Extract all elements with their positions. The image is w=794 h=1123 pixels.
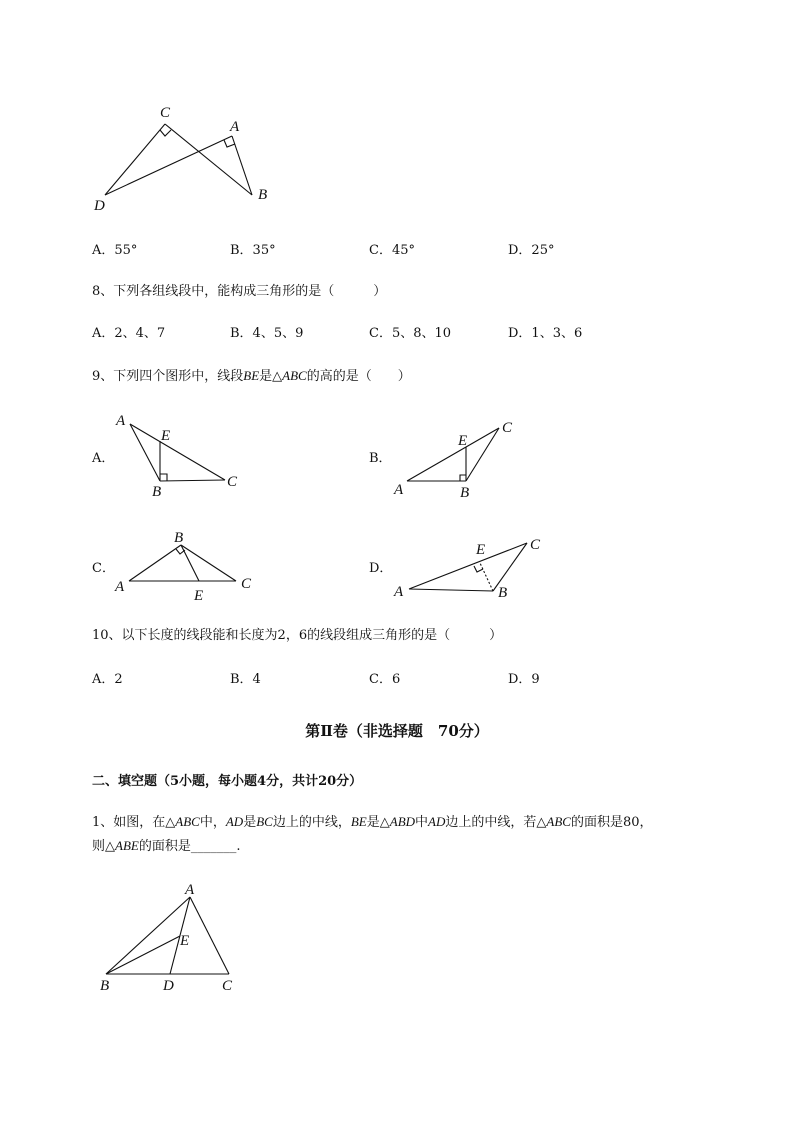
segment-be-dashed [480, 563, 493, 591]
fill1-var: ABC [546, 814, 571, 829]
part2-title: 第Ⅱ卷（非选择题 70分） [305, 722, 489, 740]
q9-option-c-letter: C． [92, 561, 115, 576]
label-e: E [194, 588, 204, 604]
q7-option-a: A．55° [92, 243, 138, 258]
fill1-text: 边上的中线，若△ [445, 815, 547, 830]
q9-prefix: 9、下列四个图形中，线段 [92, 369, 244, 384]
label-e: E [161, 428, 171, 444]
fill1-text: 则△ [92, 839, 115, 854]
q9-figure-d [390, 530, 560, 610]
label-b: B [460, 485, 470, 501]
q7-option-c: C．45° [369, 243, 415, 258]
segment-ab [129, 545, 181, 581]
segment-bc [181, 545, 236, 581]
segment-ab [409, 589, 493, 591]
q9-option-b-letter: B． [369, 451, 392, 466]
fill1-line2 [92, 838, 240, 855]
q8-option-c: C．5、8、10 [369, 326, 452, 341]
fill1-var: ABD [389, 814, 416, 829]
right-angle-mark [474, 566, 483, 572]
q9-option-d-letter: D． [369, 561, 393, 576]
q10-option-b: B．4 [230, 672, 261, 687]
q9-suffix: 的高的是（ ） [306, 369, 411, 384]
label-a: A [394, 584, 404, 600]
segment-cd [105, 124, 165, 195]
segment-ac [407, 428, 499, 481]
section2-title: 二、填空题（5小题，每小题4分，共计20分） [92, 774, 363, 789]
segment-bc [160, 480, 225, 481]
q9-option-a-letter: A． [92, 451, 115, 466]
label-a: A [115, 579, 125, 595]
label-e: E [180, 933, 190, 949]
fill1-figure [95, 880, 255, 1000]
fill1-text: 1、如图，在△ [92, 815, 176, 830]
q9-tri: ABC [282, 368, 307, 383]
fill1-line1 [92, 814, 653, 831]
q8-option-a: A．2、4、7 [92, 326, 166, 341]
label-d: D [94, 198, 105, 214]
label-c: C [222, 978, 233, 994]
label-e: E [458, 433, 468, 449]
q10-question: 10、以下长度的线段能和长度为2，6的线段组成三角形的是（ ） [92, 628, 503, 643]
right-angle-mark-c [160, 130, 171, 136]
fill1-answer-blank: 的面积是_______. [138, 839, 241, 854]
q9-question [92, 368, 411, 385]
q8-option-b: B．4、5、9 [230, 326, 304, 341]
fill1-var: ABE [115, 838, 139, 853]
fill1-text: 是△ [366, 815, 390, 830]
segment-ac [409, 543, 527, 589]
fill1-var: AD [225, 814, 244, 829]
q9-mid: 是△ [259, 369, 283, 384]
q9-seg: BE [243, 368, 260, 383]
fill1-var: AD [428, 814, 446, 829]
fill1-text: 的面积是80， [570, 815, 653, 830]
label-d: D [163, 978, 174, 994]
q8-question: 8、下列各组线段中，能构成三角形的是（ ） [92, 284, 387, 299]
q7-option-d: D．25° [508, 243, 555, 258]
label-b: B [498, 585, 508, 601]
fill1-text: 中， [199, 815, 226, 830]
q7-figure [90, 100, 290, 220]
q10-option-c: C．6 [369, 672, 401, 687]
q9-figure-a [110, 408, 250, 498]
segment-ab [106, 897, 190, 974]
q10-option-d: D．9 [508, 672, 540, 687]
fill1-text: 是 [243, 815, 257, 830]
segment-ac [190, 897, 229, 974]
fill1-var: ABC [175, 814, 200, 829]
label-a: A [185, 882, 195, 898]
segment-da [105, 136, 232, 195]
q9-figure-b [390, 410, 530, 500]
right-angle-mark [160, 474, 167, 481]
fill1-var: BC [256, 814, 273, 829]
label-b: B [174, 530, 184, 546]
label-c: C [530, 537, 541, 553]
label-a: A [230, 119, 240, 135]
label-e: E [476, 542, 486, 558]
segment-bc [466, 428, 499, 481]
label-c: C [227, 474, 238, 490]
label-a: A [116, 413, 126, 429]
right-angle-mark [460, 475, 466, 481]
q7-option-b: B．35° [230, 243, 276, 258]
segment-be [106, 936, 180, 974]
fill1-text: 中 [415, 815, 429, 830]
label-b: B [258, 187, 268, 203]
label-c: C [241, 576, 252, 592]
q8-option-d: D．1、3、6 [508, 326, 583, 341]
label-a: A [394, 482, 404, 498]
q9-figure-c [110, 528, 260, 608]
label-c: C [160, 105, 171, 121]
fill1-var: BE [350, 814, 367, 829]
label-b: B [152, 484, 162, 500]
label-b: B [100, 978, 110, 994]
fill1-text: 边上的中线， [272, 815, 351, 830]
label-c: C [502, 420, 513, 436]
q10-option-a: A．2 [92, 672, 123, 687]
